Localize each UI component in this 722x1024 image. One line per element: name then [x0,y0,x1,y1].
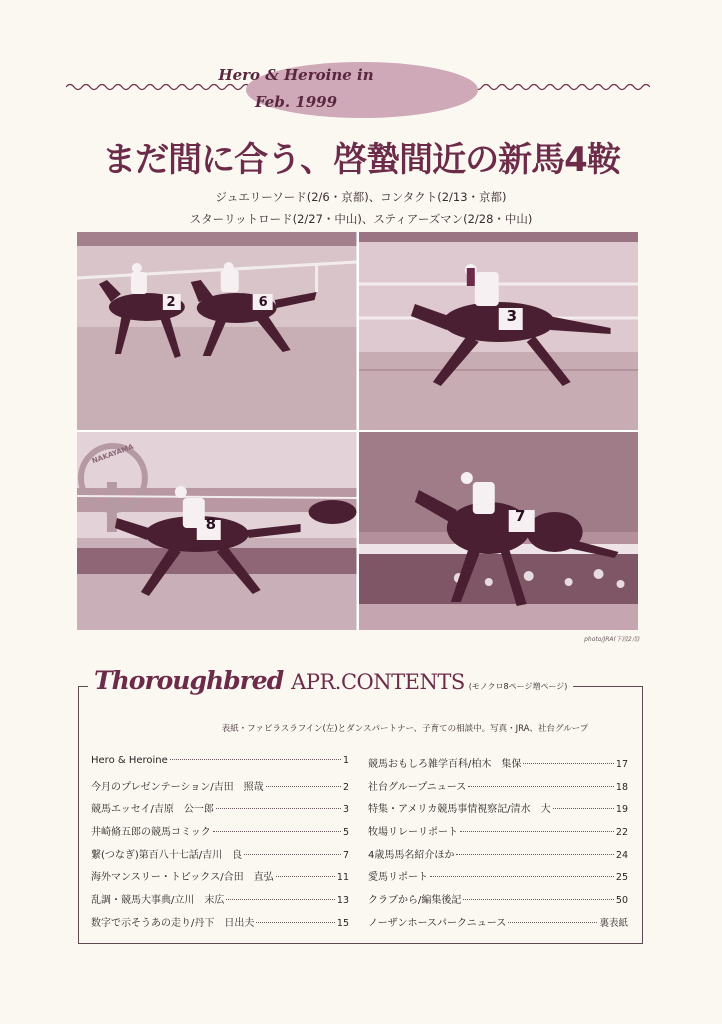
extra-pages-note: (モノクロ8ページ増ページ) [468,682,568,691]
toc-item[interactable] [91,778,349,801]
toc-page: 1 [342,755,349,766]
toc-page: 11 [336,872,349,884]
photo-grid [77,232,638,630]
toc-page: 5 [342,827,349,839]
toc-item[interactable] [91,846,349,869]
toc-page: 25 [615,872,628,884]
toc-title: 数字で示そうあの走り/丹下 日出夫 [91,917,255,929]
toc-title: 特集・アメリカ競馬事情視察記/清水 大 [368,804,551,816]
toc-leader [463,899,614,900]
toc-page: 50 [615,895,628,907]
saddle-cloth-number: 6 [258,295,268,311]
toc-item[interactable] [91,800,349,823]
toc-leader [244,854,341,855]
racecourse-sign: NAKAYAMA [90,442,135,466]
toc-item[interactable] [368,823,628,846]
toc-title: 社台グループニュース [368,781,467,793]
hero-title: Hero & Heroine in [218,66,374,84]
toc-item[interactable] [368,755,628,778]
saddle-cloth-number: 7 [515,507,526,526]
subheading-1: ジュエリーソード(2/6・京都)、コンタクト(2/13・京都) [215,190,507,204]
toc-leader [508,922,597,923]
saddle-cloth-number: 3 [506,307,518,326]
contents-subtitle: APR.CONTENTS [291,670,465,694]
toc-item[interactable] [368,868,628,891]
race-photo-4 [359,432,639,630]
toc-left-column [91,755,349,937]
toc-page: 18 [615,781,628,793]
toc-title: 競馬エッセイ/吉原 公一郎 [91,804,214,816]
toc-item[interactable] [91,755,349,778]
toc-title: 井崎脩五郎の競馬コミック [91,827,211,839]
race-photo-2 [359,232,639,430]
page-headline: まだ間に合う、啓蟄間近の新馬4鞍 [102,140,620,180]
toc-leader [460,831,614,832]
toc-leader [430,876,614,877]
toc-item[interactable] [91,891,349,914]
toc-item[interactable] [368,800,628,823]
toc-leader [553,808,614,809]
toc-page: 裏表紙 [599,917,628,929]
toc-title: 4歳馬馬名紹介ほか [368,849,455,861]
toc-item[interactable] [368,891,628,914]
toc-page: 15 [336,917,349,929]
toc-leader [213,831,341,832]
toc-title: 海外マンスリー・トピックス/合田 直弘 [91,872,274,884]
race-photo-1 [77,232,357,430]
toc-item[interactable] [368,914,628,937]
toc-item[interactable] [91,823,349,846]
toc-title: 繋(つなぎ)第百八十七話/吉川 良 [91,849,243,861]
toc-leader [170,759,341,760]
race-photo-3 [77,432,357,630]
toc-title: ノーザンホースパークニュース [368,917,507,929]
saddle-cloth-number: 8 [205,515,216,534]
toc-leader [256,922,335,923]
toc-title: 今月のプレゼンテーション/吉田 照哉 [91,781,264,793]
toc-item[interactable] [91,914,349,937]
toc-title: Hero & Heroine [91,755,168,766]
toc-leader [468,786,614,787]
toc-item[interactable] [368,778,628,801]
toc-item[interactable] [368,846,628,869]
toc-page: 7 [342,849,349,861]
saddle-cloth-number: 2 [166,295,176,311]
toc-leader [276,876,335,877]
toc-item[interactable] [91,868,349,891]
issue-date: Feb. 1999 [254,93,338,111]
toc-page: 17 [615,759,628,770]
toc-title: クラブから/編集後記 [368,895,462,907]
toc-title: 愛馬リポート [368,872,428,884]
toc-page: 22 [615,827,628,839]
toc-leader [523,763,614,764]
toc-leader [226,899,335,900]
toc-leader [216,808,341,809]
photo-credit: photo/JRA(下段2点) [584,636,640,643]
cover-note: 表紙・ファビラスラフイン(左)とダンスパートナー、子育ての相談中。写真・JRA、社台グループ [221,724,589,734]
toc-leader [456,854,614,855]
subheading-2: スターリットロード(2/27・中山)、スティアーズマン(2/28・中山) [189,212,533,226]
toc-page: 24 [615,849,628,861]
toc-title: 乱調・競馬大事典/立川 末広 [91,895,225,907]
toc-title: 競馬おもしろ雑学百科/柏木 集保 [368,759,522,770]
toc-title: 牧場リレーリポート [368,827,458,839]
toc-right-column [368,755,628,937]
toc-page: 19 [615,804,628,816]
magazine-title: Thoroughbred [94,666,284,695]
toc-page: 3 [342,804,349,816]
toc-leader [266,786,341,787]
toc-page: 13 [336,895,349,907]
toc-page: 2 [342,781,349,793]
contents-heading [88,666,573,695]
